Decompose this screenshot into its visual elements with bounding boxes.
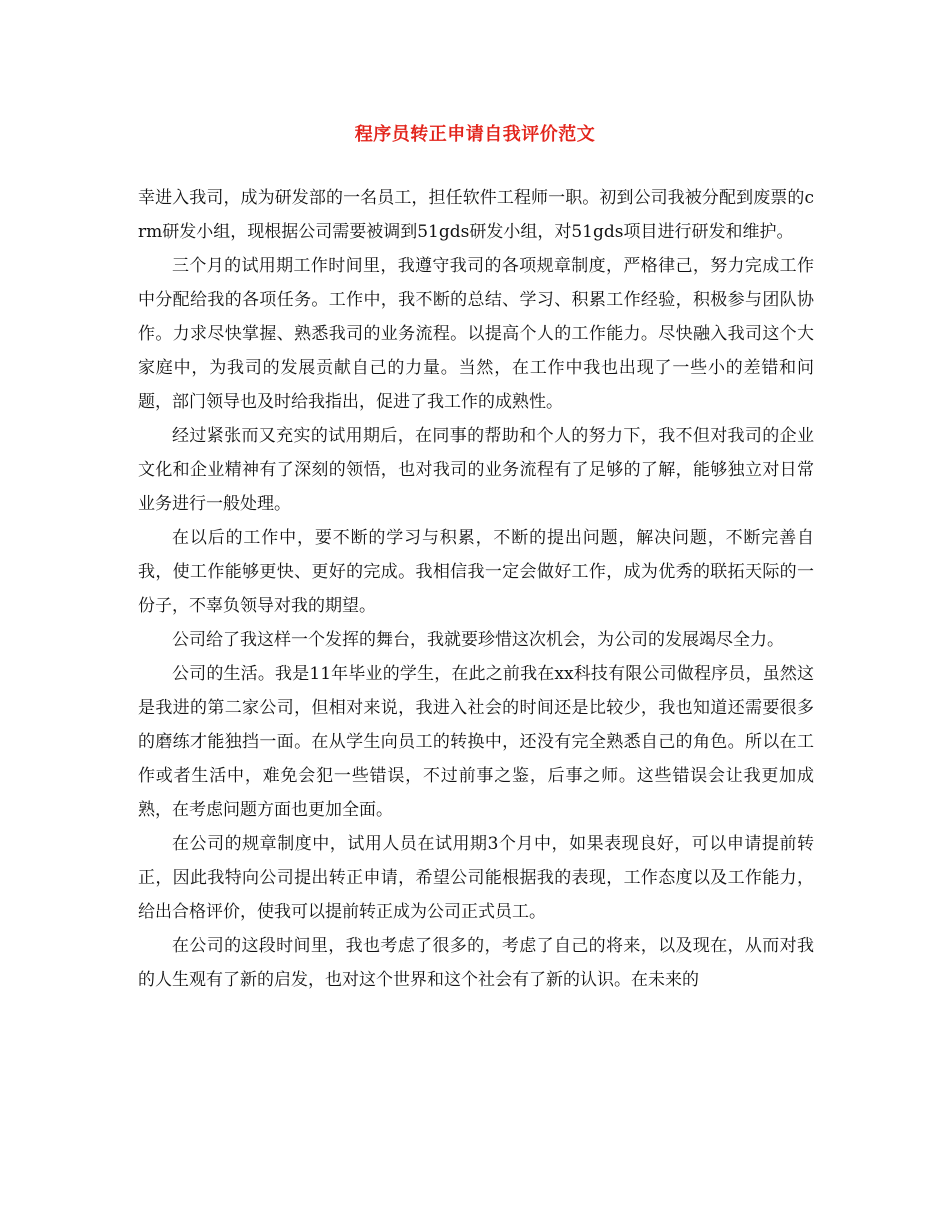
paragraph: 经过紧张而又充实的试用期后，在同事的帮助和个人的努力下，我不但对我司的企业文化和企业精神有了深刻的领悟，也对我司的业务流程有了足够的了解，能够独立对日常业务进行一般处理。 bbox=[138, 426, 814, 514]
paragraph: 在以后的工作中，要不断的学习与积累，不断的提出问题，解决问题，不断完善自我，使工作能够更快、更好的完成。我相信我一定会做好工作，成为优秀的联拓天际的一份子，不辜负领导对我的期望。 bbox=[138, 528, 814, 616]
document-body bbox=[138, 181, 814, 997]
paragraph: 幸进入我司，成为研发部的一名员工，担任软件工程师一职。初到公司我被分配到废票的crm研发小组，现根据公司需要被调到51gds研发小组，对51gds项目进行研发和维护。 bbox=[138, 188, 814, 242]
paragraph: 在公司的规章制度中，试用人员在试用期3个月中，如果表现良好，可以申请提前转正，因此我特向公司提出转正申请，希望公司能根据我的表现，工作态度以及工作能力，给出合格评价，使我可以提前转正成为公司正式员工。 bbox=[138, 834, 814, 922]
paragraph: 三个月的试用期工作时间里，我遵守我司的各项规章制度，严格律己，努力完成工作中分配给我的各项任务。工作中，我不断的总结、学习、积累工作经验，积极参与团队协作。力求尽快掌握、熟悉我司的业务流程。以提高个人的工作能力。尽快融入我司这个大家庭中，为我司的发展贡献自己的力量。当然，在工作中我也出现了一些小的差错和问题，部门领导也及时给我指出，促进了我工作的成熟性。 bbox=[138, 256, 814, 412]
paragraph: 公司给了我这样一个发挥的舞台，我就要珍惜这次机会，为公司的发展竭尽全力。 bbox=[172, 630, 784, 650]
paragraph: 公司的生活。我是11年毕业的学生，在此之前我在xx科技有限公司做程序员，虽然这是我进的第二家公司，但相对来说，我进入社会的时间还是比较少，我也知道还需要很多的磨练才能独挡一面。在从学生向员工的转换中，还没有完全熟悉自己的角色。所以在工作或者生活中，难免会犯一些错误，不过前事之鉴，后事之师。这些错误会让我更加成熟，在考虑问题方面也更加全面。 bbox=[138, 664, 814, 820]
paragraph: 在公司的这段时间里，我也考虑了很多的，考虑了自己的将来，以及现在，从而对我的人生观有了新的启发，也对这个世界和这个社会有了新的认识。在未来的 bbox=[138, 936, 814, 990]
document-title: 程序员转正申请自我评价范文 bbox=[354, 124, 596, 145]
